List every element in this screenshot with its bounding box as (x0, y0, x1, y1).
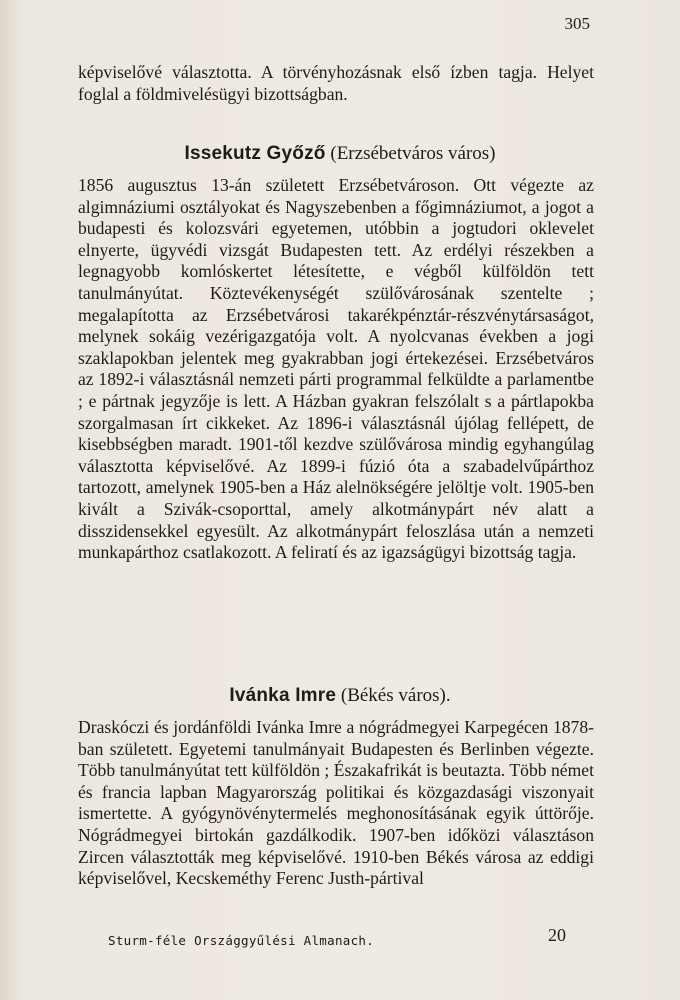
entry-heading-ivanka (0, 684, 680, 708)
entry-heading-issekutz (0, 142, 680, 166)
entry-constituency: (Békés város). (340, 685, 451, 706)
entry-bio-ivanka: Draskóczi és jordánföldi Ivánka Imre a nógrádmegyei Karpegécen 1878-ban született. Egyetemi tanulmányait Budapesten és Berlinben végezte. Több tanulmányútat tett külföldön ; Északafrikát is beutazta. Több német és francia lapban Magyarország politikai és közgazdasági viszonyait ismertette. A gyógynövénytermelés meghonosításának egyik úttörője. Nógrádmegyei birtokán gazdálkodik. 1907-ben időközi választáson Zircen választották meg képviselővé. 1910-ben Békés városa az eddigi képviselővel, Kecskeméthy Ferenc Justh-pártival (78, 717, 594, 889)
footer-title: Sturm-féle Országgyűlési Almanach. (108, 933, 375, 948)
entry-name: Ivánka Imre (229, 685, 337, 706)
intro-paragraph: képviselővé választotta. A törvényhozásnak első ízben tagja. Helyet foglal a földmivelésügyi bizottságban. (78, 62, 594, 104)
entry-bio-issekutz: 1856 augusztus 13-án született Erzsébetvároson. Ott végezte az algimnáziumi osztályokat és Nagyszebenben a főgimnáziumot, a jogot a budapesti és kolozsvári egyetemen, utóbbin a jogtudori oklevelet elnyerte, ügyvédi vizsgát Budapesten tett. Az erdélyi részekben a legnagyobb komlóskertet létesítette, e végből külföldön tett tanulmányútat. Köztevékenységét szülővárosának szentelte ; megalapította az Erzsébetvárosi takarékpénztár-részvénytársaságot, melynek sokáig vezérigazgatója volt. A nyolcvanas években a jogi szaklapokban jelentek meg gyakrabban jogi értekezései. Erzsébetváros az 1892-i választásnál nemzeti párti programmal felküldte a parlamentbe ; e pártnak jegyzője is lett. A Házban gyakran felszólalt s a pártlapokba szorgalmasan írt cikkeket. Az 1896-i választásnál újólag fellépett, de kisebbségben maradt. 1901-től kezdve szülővárosa mindig egyhangúlag választotta képviselővé. Az 1899-i fúzió óta a szabadelvűpárthoz tartozott, amelynek 1905-ben a Ház alelnökségére jelöltje volt. 1905-ben kivált a Szivák-csoporttal, amely alkotmánypárt név alatt a disszidensekkel egyesült. Az alkotmánypárt feloszlása után a nemzeti munkapárthoz csatlakozott. A feliratí és az igazságügyi bizottság tagja. (78, 175, 594, 563)
entry-name: Issekutz Győző (184, 143, 326, 164)
page-number: 305 (564, 14, 590, 33)
entry-constituency: (Erzsébetváros város) (330, 143, 496, 164)
signature-mark: 20 (548, 925, 566, 945)
